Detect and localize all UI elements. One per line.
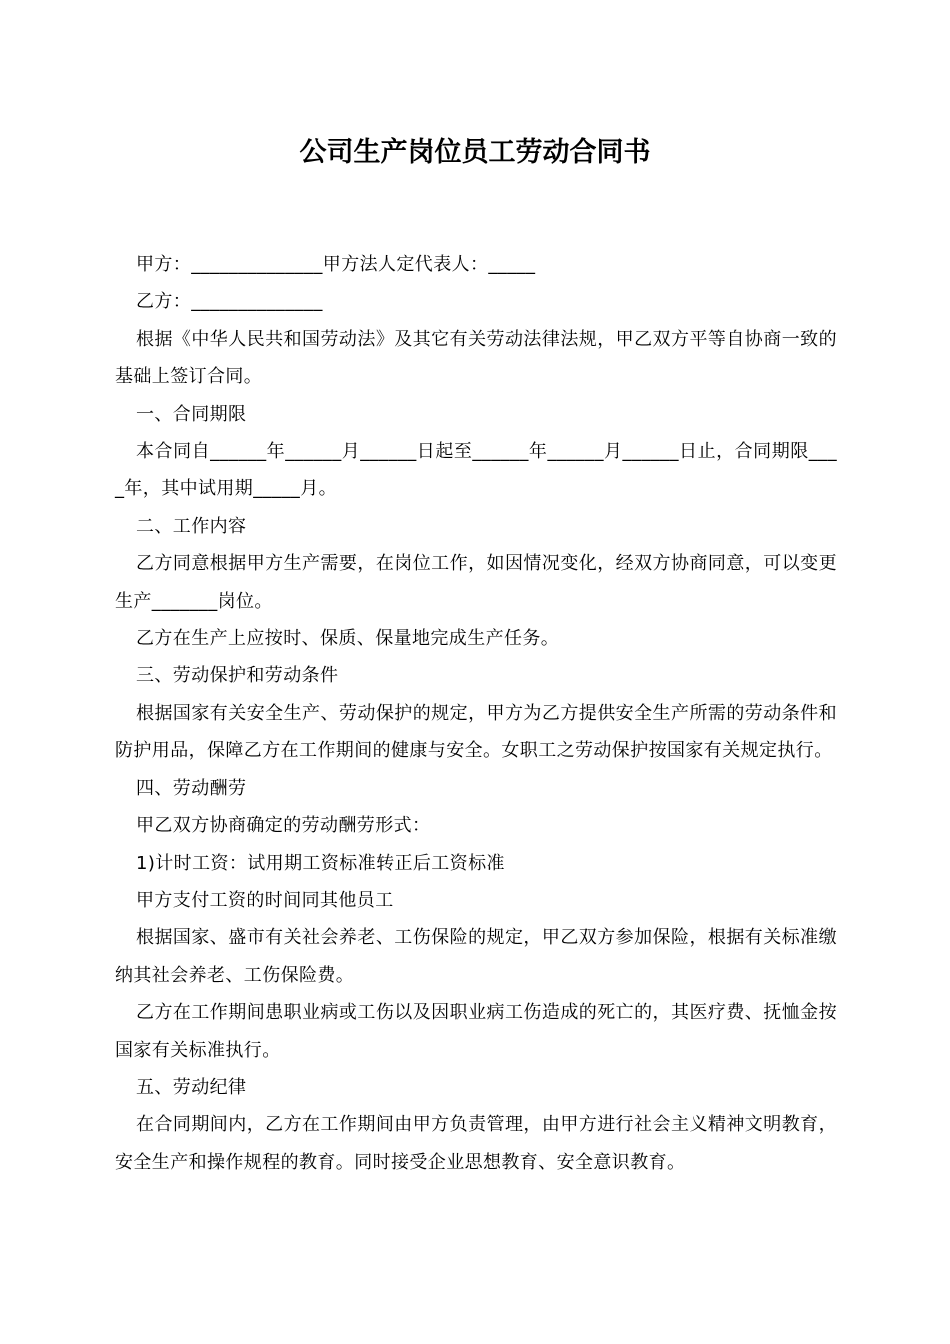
hourly-wage-paragraph: 1)计时工资：试用期工资标准转正后工资标准 [136, 852, 505, 874]
preamble-paragraph: 根据《中华人民共和国劳动法》及其它有关劳动法律法规，甲乙双方平等自协商一致的基础上签订合同。 [115, 328, 837, 388]
remuneration-form-paragraph: 甲乙双方协商确定的劳动酬劳形式： [136, 815, 431, 837]
section-heading-labor-protection: 三、劳动保护和劳动条件 [136, 665, 339, 687]
section-heading-contract-term: 一、合同期限 [136, 403, 247, 425]
insurance-paragraph: 根据国家、盛市有关社会养老、工伤保险的规定，甲乙双方参加保险，根据有关标准缴纳其社会养老、工伤保险费。 [115, 927, 837, 986]
labor-protection-paragraph: 根据国家有关安全生产、劳动保护的规定，甲方为乙方提供安全生产所需的劳动条件和防护用品，保障乙方在工作期间的健康与安全。女职工之劳动保护按国家有关规定执行。 [115, 702, 837, 762]
section-heading-remuneration: 四、劳动酬劳 [136, 777, 247, 799]
document-title: 公司生产岗位员工劳动合同书 [299, 137, 651, 168]
occupational-injury-paragraph: 乙方在工作期间患职业病或工伤以及因职业病工伤造成的死亡的，其医疗费、抚恤金按国家有关标准执行。 [115, 1002, 837, 1061]
section-heading-labor-discipline: 五、劳动纪律 [136, 1076, 247, 1098]
labor-discipline-paragraph: 在合同期间内，乙方在工作期间由甲方负责管理，由甲方进行社会主义精神文明教育，安全生产和操作规程的教育。同时接受企业思想教育、安全意识教育。 [115, 1114, 837, 1173]
section-heading-work-content: 二、工作内容 [136, 515, 247, 537]
work-content-paragraph: 乙方同意根据甲方生产需要，在岗位工作，如因情况变化，经双方协商同意，可以变更生产_______岗位。 [115, 553, 837, 612]
document-body [115, 246, 837, 1181]
work-tasks-paragraph: 乙方在生产上应按时、保质、保量地完成生产任务。 [136, 628, 560, 650]
contract-term-paragraph: 本合同自______年______月______日起至______年______月______日止，合同期限____年，其中试用期_____月。 [115, 441, 837, 500]
party-a-line: 甲方：______________甲方法人定代表人：_____ [136, 254, 536, 275]
party-b-line: 乙方：______________ [136, 291, 323, 313]
payment-time-paragraph: 甲方支付工资的时间同其他员工 [136, 889, 394, 911]
